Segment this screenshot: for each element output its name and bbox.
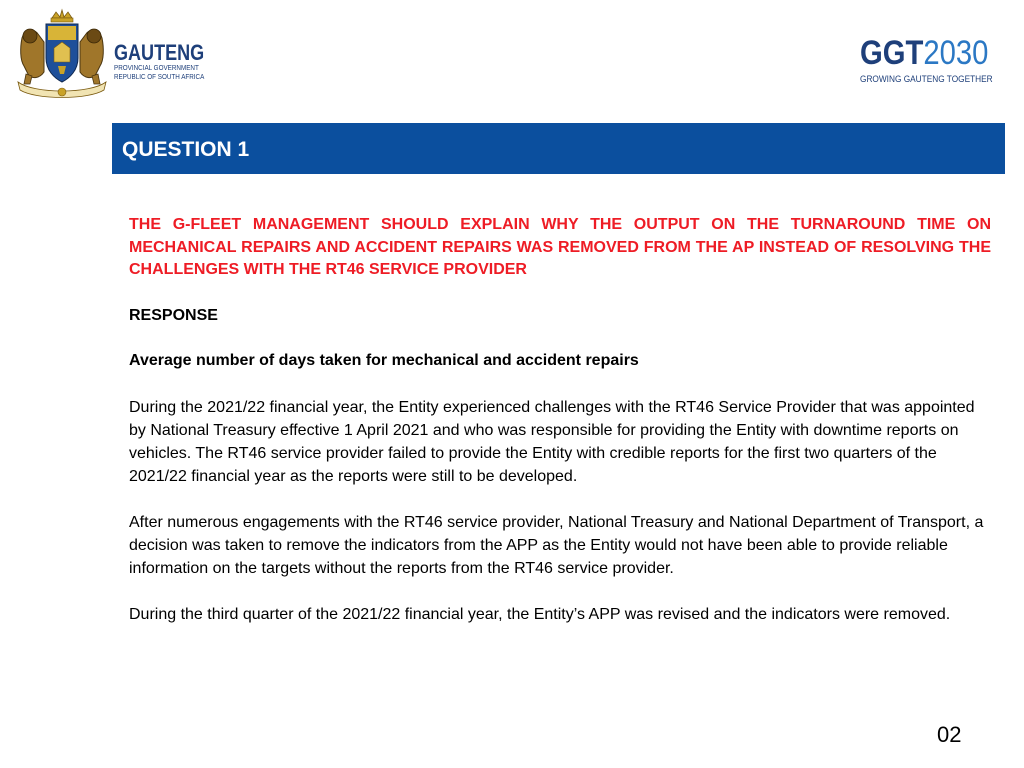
- response-paragraph-2: After numerous engagements with the RT46 service provider, National Treasury and National Department of Transport, a decision was taken to remove the indicators from the APP as the Entity would not have been able to provide reliable information on the targets without the reports from the RT46 service provider.: [129, 513, 984, 577]
- response-paragraph-1: During the 2021/22 financial year, the Entity experienced challenges with the RT46 Service Provider that was appointed by National Treasury effective 1 April 2021 and who was responsible for providing the Entity with downtime reports on vehicles. The RT46 service provider failed to provide the Entity with credible reports for the first two quarters of the 2021/22 financial year as the reports were still to be developed.: [129, 398, 975, 485]
- response-heading: RESPONSE: [129, 306, 218, 324]
- response-paragraph-3: During the third quarter of the 2021/22 financial year, the Entity’s APP was revised and the indicators were removed.: [129, 605, 951, 623]
- ggt-prefix: GGT: [860, 34, 924, 72]
- slide-content: [129, 214, 991, 626]
- gauteng-logo: [14, 8, 214, 100]
- ggt-year: 2030: [923, 34, 989, 72]
- page-number: 02: [937, 722, 962, 747]
- ggt2030-logo: [860, 36, 1000, 96]
- gauteng-subline-1: PROVINCIAL GOVERNMENT: [114, 65, 199, 72]
- slide-title: QUESTION 1: [122, 138, 250, 161]
- ggt-tagline: GROWING GAUTENG TOGETHER: [860, 74, 993, 84]
- question-text: THE G-FLEET MANAGEMENT SHOULD EXPLAIN WHY THE OUTPUT ON THE TURNAROUND TIME ON MECHANICAL REPAIRS AND ACCIDENT REPAIRS WAS REMOVED FROM THE AP INSTEAD OF RESOLVING THE CHALLENGES WITH THE RT46 SERVICE PROVIDER: [129, 216, 991, 278]
- gauteng-wordmark: GAUTENG: [114, 40, 205, 65]
- title-bar: [112, 123, 1005, 174]
- response-subheading: Average number of days taken for mechanical and accident repairs: [129, 352, 639, 369]
- gauteng-subline-2: REPUBLIC OF SOUTH AFRICA: [114, 74, 205, 81]
- coat-of-arms-icon: [14, 8, 110, 100]
